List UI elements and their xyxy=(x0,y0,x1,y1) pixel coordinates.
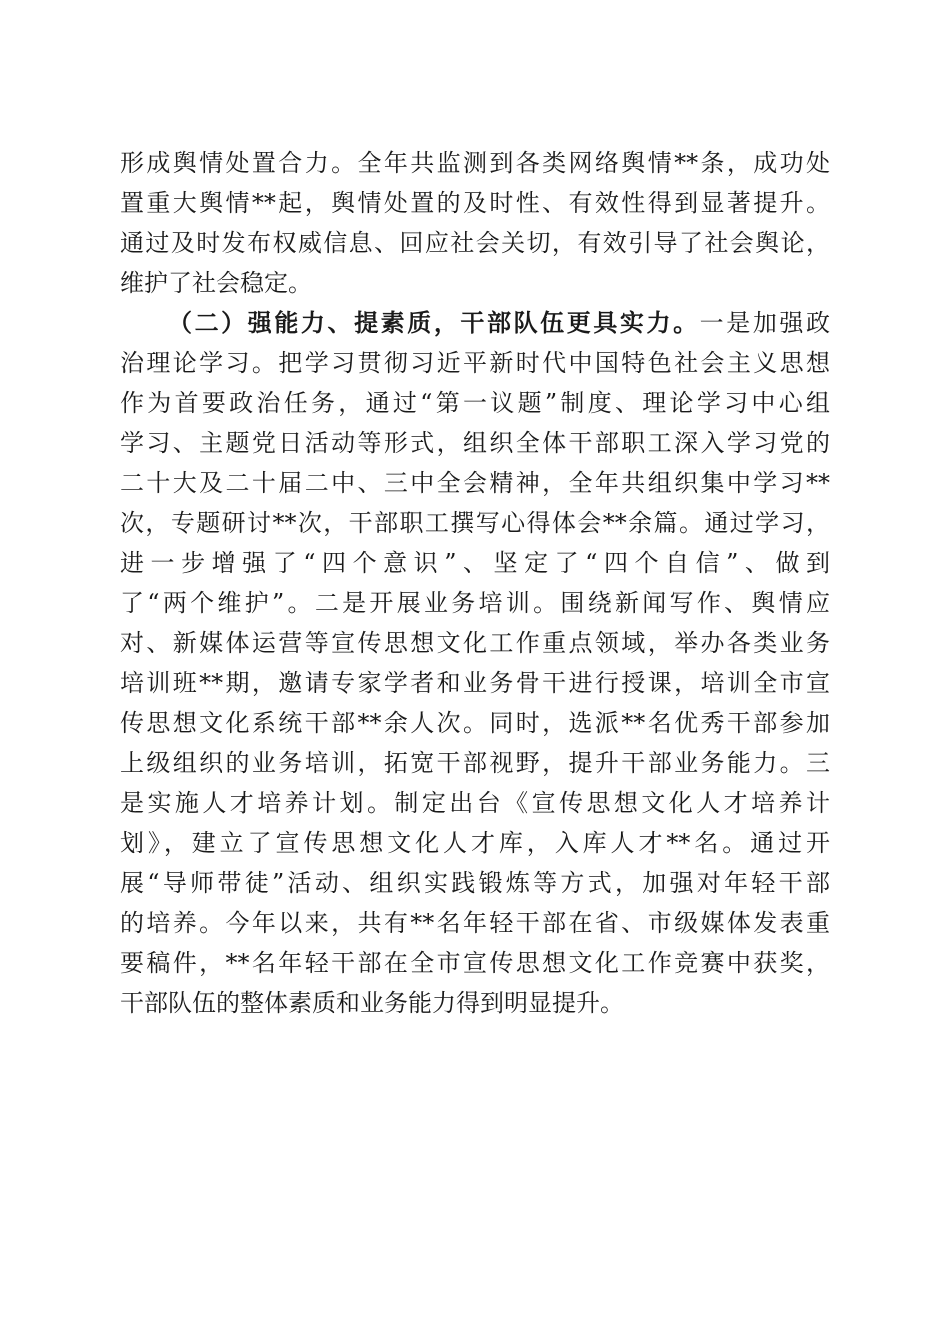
text-line: 作为首要政治任务，通过“第一议题”制度、理论学习中心组 xyxy=(120,389,830,417)
document-body xyxy=(120,143,830,1023)
text-line: 形成舆情处置合力。全年共监测到各类网络舆情**条，成功处 xyxy=(120,149,830,177)
text-line: 学习、主题党日活动等形式，组织全体干部职工深入学习党的 xyxy=(120,429,830,457)
text-line: 通过及时发布权威信息、回应社会关切，有效引导了社会舆论， xyxy=(120,229,830,257)
text-line: 治理论学习。把学习贯彻习近平新时代中国特色社会主义思想 xyxy=(120,349,830,377)
text-line: 的培养。今年以来，共有**名年轻干部在省、市级媒体发表重 xyxy=(120,909,830,937)
text-line: 对、新媒体运营等宣传思想文化工作重点领域，举办各类业务 xyxy=(120,629,830,657)
text-line: 二十大及二十届二中、三中全会精神，全年共组织集中学习** xyxy=(120,469,830,497)
text-line: 培训班**期，邀请专家学者和业务骨干进行授课，培训全市宣 xyxy=(120,669,830,697)
text-line: 维护了社会稳定。 xyxy=(120,269,312,297)
section-heading: （二）强能力、提素质，干部队伍更具实力。 xyxy=(168,308,700,337)
text-line: 上级组织的业务培训，拓宽干部视野，提升干部业务能力。三 xyxy=(120,749,830,777)
text-line: 传思想文化系统干部**余人次。同时，选派**名优秀干部参加 xyxy=(120,709,830,737)
text-line: 次，专题研讨**次，干部职工撰写心得体会**余篇。通过学习， xyxy=(120,509,830,537)
text-fragment: 一是加强政 xyxy=(699,309,831,337)
text-line: 干部队伍的整体素质和业务能力得到明显提升。 xyxy=(120,989,624,1017)
text-line: 置重大舆情**起，舆情处置的及时性、有效性得到显著提升。 xyxy=(120,189,830,217)
text-line: 划》，建立了宣传思想文化人才库，入库人才**名。通过开 xyxy=(120,829,830,857)
text-line: 是实施人才培养计划。制定出台《宣传思想文化人才培养计 xyxy=(120,789,830,817)
paragraph-2-first-line xyxy=(120,303,830,343)
text-line: 进一步增强了“四个意识”、坚定了“四个自信”、做到 xyxy=(120,549,830,577)
text-line: 展“导师带徒”活动、组织实践锻炼等方式，加强对年轻干部 xyxy=(120,869,830,897)
paragraph-2 xyxy=(120,303,830,1023)
text-line: 了“两个维护”。二是开展业务培训。围绕新闻写作、舆情应 xyxy=(120,589,830,617)
text-line: 要稿件，**名年轻干部在全市宣传思想文化工作竞赛中获奖， xyxy=(120,949,830,977)
paragraph-1 xyxy=(120,143,830,303)
